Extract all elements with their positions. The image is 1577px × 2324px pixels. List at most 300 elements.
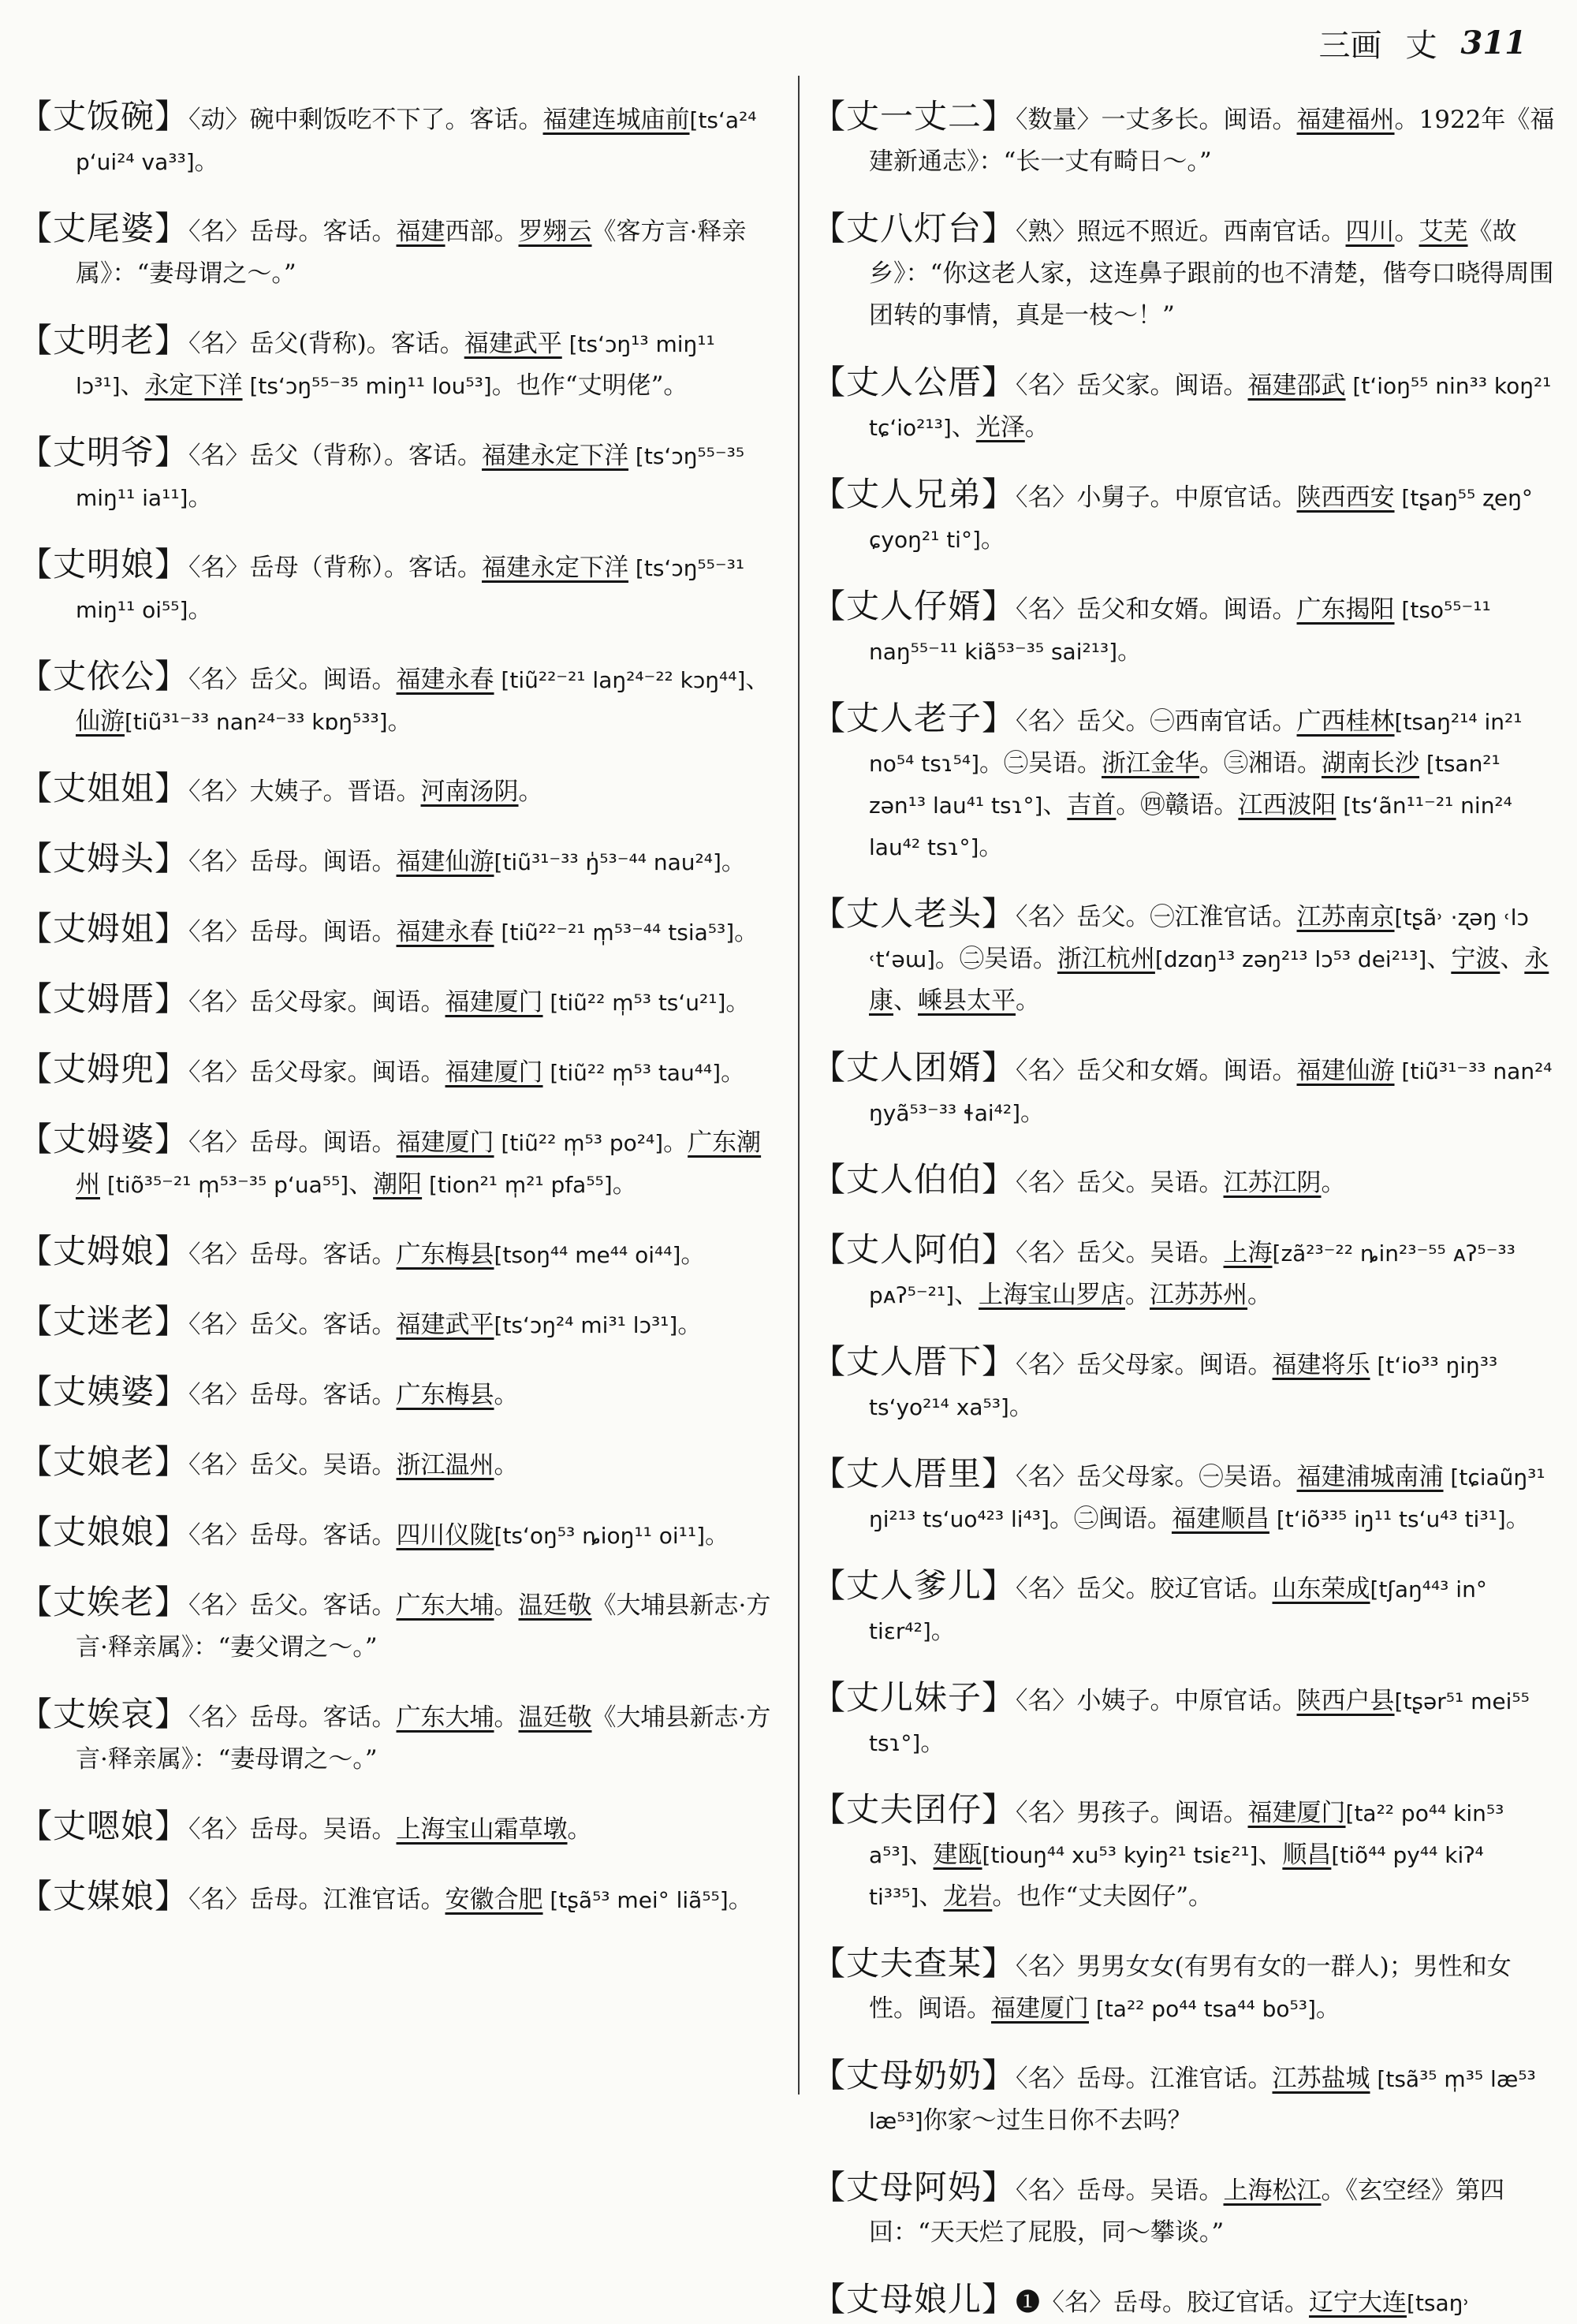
ipa-transcription: [tiouŋ⁴⁴ xu⁵³ kyiŋ²¹ tsiɛ²¹] bbox=[982, 1842, 1258, 1868]
entry-headword: 【丈姆姐】 bbox=[19, 909, 189, 948]
dictionary-entry bbox=[19, 1371, 782, 1416]
definition-text: 。 bbox=[920, 1729, 945, 1757]
definition-text: 西部。 bbox=[445, 218, 519, 246]
dictionary-entry bbox=[812, 2166, 1558, 2254]
ipa-transcription: [tiũ²² m̩⁵³ tau⁴⁴] bbox=[542, 1060, 721, 1086]
part-of-speech-label: 〈名〉 bbox=[188, 988, 250, 1017]
part-of-speech-label: 〈名〉 bbox=[188, 848, 250, 876]
definition-text: 。 bbox=[494, 1591, 519, 1620]
dictionary-entry bbox=[812, 473, 1558, 561]
part-of-speech-label: 〈名〉 bbox=[188, 918, 250, 946]
place-name: 福建厦门 bbox=[396, 1128, 494, 1157]
definition-text: 岳父。客话。 bbox=[249, 1591, 397, 1620]
definition-text: 岳父母家。㊀吴语。 bbox=[1076, 1463, 1297, 1491]
definition-text: 岳父母家。闽语。 bbox=[249, 988, 446, 1017]
definition-text: 。也作“丈夫囡仔”。 bbox=[992, 1882, 1214, 1911]
part-of-speech-label: 〈名〉 bbox=[1016, 371, 1077, 400]
definition-text: 。 bbox=[1020, 1099, 1046, 1127]
definition-text: 岳父和女婿。闽语。 bbox=[1076, 1057, 1297, 1085]
ipa-transcription: [tʂã˒ ·ʐəŋ ˓lɔ ˓tʻəɯ] bbox=[869, 905, 1529, 972]
definition-text: 。 bbox=[494, 1451, 519, 1479]
part-of-speech-label: 〈名〉 bbox=[188, 666, 250, 694]
part-of-speech-label: 〈名〉 bbox=[188, 442, 250, 470]
definition-text: 。 bbox=[1024, 413, 1049, 442]
place-name: 广东梅县 bbox=[396, 1381, 494, 1409]
ipa-transcription: [tsʻãn¹¹⁻²¹ nin²⁴ lau⁴² tsɿ°] bbox=[869, 793, 1512, 860]
entry-headword: 【丈人阿伯】 bbox=[812, 1230, 1016, 1269]
entry-headword: 【丈娭哀】 bbox=[19, 1695, 189, 1733]
ipa-transcription: [tʂər⁵¹ mei⁵⁵ tsɿ°] bbox=[869, 1688, 1530, 1756]
entry-headword: 【丈母阿妈】 bbox=[812, 2168, 1016, 2206]
place-name: 四川仪陇 bbox=[396, 1521, 494, 1550]
definition-text: 岳父。胶辽官话。 bbox=[1076, 1575, 1273, 1603]
dictionary-entry bbox=[19, 1805, 782, 1851]
definition-text: 岳母。客话。 bbox=[249, 1240, 397, 1269]
ipa-transcription: [tɕiaũŋ³¹ ŋi²¹³ tsʻuo⁴²³ li⁴³] bbox=[869, 1464, 1545, 1532]
definition-text: 。 bbox=[663, 1128, 688, 1157]
definition-text: 岳母。吴语。 bbox=[1076, 2177, 1224, 2205]
definition-text: 。㊁闽语。 bbox=[1049, 1505, 1172, 1533]
definition-text: 岳母。吴语。 bbox=[249, 1815, 397, 1844]
place-name: 福建仙游 bbox=[396, 848, 494, 876]
place-name: 福建永定下洋 bbox=[482, 554, 629, 582]
ipa-transcription: [tʻio³³ ŋiŋ³³ tsʻyo²¹⁴ xa⁵³] bbox=[869, 1352, 1498, 1420]
dictionary-entry bbox=[19, 1511, 782, 1557]
entry-headword: 【丈饭碗】 bbox=[19, 97, 189, 136]
part-of-speech-label: 〈名〉 bbox=[188, 1815, 250, 1844]
part-of-speech-label: 〈名〉 bbox=[1016, 1239, 1077, 1267]
part-of-speech-label: 〈名〉 bbox=[188, 778, 250, 806]
entry-headword: 【丈娘老】 bbox=[19, 1442, 189, 1481]
definition-text: 。 bbox=[1394, 218, 1419, 246]
place-name: 福建永定下洋 bbox=[482, 442, 629, 470]
place-name: 安徽合肥 bbox=[445, 1886, 543, 1914]
ipa-transcription: [dzɑŋ¹³ zəŋ²¹³ lɔ⁵³ dei²¹³] bbox=[1154, 946, 1427, 972]
definition-text: 、 bbox=[1258, 1841, 1283, 1869]
dictionary-entry bbox=[812, 1046, 1558, 1134]
place-name: 广东潮州 bbox=[76, 1128, 762, 1199]
place-name: 山东荣成 bbox=[1272, 1575, 1370, 1603]
dictionary-entry bbox=[812, 2054, 1558, 2142]
place-name: 福建厦门 bbox=[991, 1994, 1089, 2023]
dictionary-entry bbox=[19, 319, 782, 407]
part-of-speech-label: 〈名〉 bbox=[1016, 707, 1077, 736]
ipa-transcription: [ta²² po⁴⁴ kin⁵³ a⁵³] bbox=[869, 1800, 1504, 1868]
ipa-transcription: [tsaŋ²¹⁴ in²¹ no⁵⁴ tsɿ⁵⁴] bbox=[869, 709, 1523, 777]
place-name: 江西波阳 bbox=[1238, 791, 1337, 819]
place-name: 福建将乐 bbox=[1272, 1351, 1370, 1379]
definition-text: 岳父。客话。 bbox=[249, 1311, 397, 1339]
entry-headword: 【丈人老头】 bbox=[812, 894, 1016, 933]
part-of-speech-label: 〈名〉 bbox=[1016, 903, 1077, 931]
place-name: 浙江杭州 bbox=[1057, 945, 1155, 973]
definition-text: 你家～过生日你不去吗？ bbox=[923, 2106, 1192, 2135]
definition-text: 岳母（背称）。客话。 bbox=[249, 554, 483, 582]
definition-text: 岳父母家。闽语。 bbox=[1076, 1351, 1273, 1379]
entry-headword: 【丈姨婆】 bbox=[19, 1372, 189, 1411]
definition-text: 。 bbox=[721, 848, 746, 876]
definition-text: 。 bbox=[930, 1617, 956, 1645]
place-name: 福建 bbox=[396, 218, 446, 246]
definition-text: 。 bbox=[705, 1521, 730, 1550]
place-name: 福建连城庙前 bbox=[542, 106, 690, 134]
place-name: 浙江金华 bbox=[1102, 749, 1200, 778]
dictionary-entry bbox=[19, 1048, 782, 1094]
place-name: 潮阳 bbox=[373, 1170, 423, 1199]
part-of-speech-label: 〈名〉 bbox=[1016, 483, 1077, 512]
dictionary-entry bbox=[812, 1565, 1558, 1652]
part-of-speech-label: 〈名〉 bbox=[188, 1240, 250, 1269]
place-name: 仙游 bbox=[76, 707, 125, 736]
ipa-transcription: [tsʻɔŋ⁵⁵⁻³⁵ miŋ¹¹ lou⁵³] bbox=[242, 373, 492, 399]
place-name: 广东大埔 bbox=[396, 1591, 494, 1620]
entry-headword: 【丈人仔婿】 bbox=[812, 587, 1016, 625]
definition-text: 岳父。吴语。 bbox=[1076, 1239, 1224, 1267]
ipa-transcription: [tsʻa²⁴ pʻui²⁴ va³³] bbox=[76, 107, 757, 175]
part-of-speech-label: 〈名〉 bbox=[1016, 2065, 1077, 2093]
place-name: 建瓯 bbox=[933, 1841, 982, 1869]
entry-headword: 【丈人厝里】 bbox=[812, 1454, 1016, 1493]
place-name: 福建永春 bbox=[396, 666, 494, 694]
definition-text: 小姨子。中原官话。 bbox=[1076, 1687, 1297, 1715]
definition-text: 、 bbox=[120, 371, 145, 400]
ipa-transcription: [zã²³⁻²² ȵin²³⁻⁵⁵ ᴀʔ⁵⁻³³ pᴀʔ⁵⁻²¹] bbox=[869, 1240, 1515, 1308]
dictionary-entry bbox=[19, 207, 782, 295]
dictionary-entry bbox=[812, 1341, 1558, 1428]
part-of-speech-label: 〈名〉 bbox=[188, 1128, 250, 1157]
place-name: 陕西西安 bbox=[1296, 483, 1395, 512]
dictionary-entry bbox=[19, 1581, 782, 1669]
entry-headword: 【丈八灯台】 bbox=[812, 209, 1016, 248]
definition-text: 岳父家。闽语。 bbox=[1076, 371, 1248, 400]
definition-text: 《大埔县新志·方言·释亲属》：“妻母谓之～。” bbox=[76, 1703, 771, 1774]
entry-headword: 【丈姆头】 bbox=[19, 839, 189, 878]
part-of-speech-label: 〈名〉 bbox=[1040, 2289, 1114, 2317]
dictionary-entry bbox=[812, 1453, 1558, 1540]
ipa-transcription: [tiũ²²⁻²¹ laŋ²⁴⁻²² kɔŋ⁴⁴] bbox=[494, 667, 746, 693]
definition-text: 。 bbox=[728, 1886, 753, 1914]
entry-headword: 【丈明老】 bbox=[19, 321, 189, 360]
part-of-speech-label: 〈名〉 bbox=[1016, 1575, 1077, 1603]
entry-headword: 【丈姆婆】 bbox=[19, 1120, 189, 1158]
definition-text: 。1922年《福建新通志》：“长一丈有畸日～。” bbox=[869, 106, 1555, 176]
place-name: 福建仙游 bbox=[1296, 1057, 1395, 1085]
entry-headword: 【丈姆厝】 bbox=[19, 979, 189, 1018]
place-name: 广西桂林 bbox=[1296, 707, 1395, 736]
definition-text: 。 bbox=[1247, 1281, 1273, 1309]
definition-text: 。 bbox=[680, 1240, 706, 1269]
definition-text: 。 bbox=[1117, 637, 1143, 666]
ipa-transcription: [tʻioŋ⁵⁵ nin³³ koŋ²¹ tɕʻio²¹³] bbox=[869, 373, 1552, 441]
ipa-transcription: [tiũ²² m̩⁵³ tsʻu²¹] bbox=[542, 990, 726, 1016]
definition-text: 。㊂湘语。 bbox=[1199, 749, 1322, 778]
part-of-speech-label: 〈名〉 bbox=[188, 1886, 250, 1914]
place-name: 福建厦门 bbox=[1247, 1799, 1346, 1827]
place-name: 河南汤阴 bbox=[420, 778, 519, 806]
place-name: 辽宁大连 bbox=[1309, 2289, 1407, 2317]
definition-text: 、 bbox=[908, 1841, 934, 1869]
definition-text: 岳母。客话。 bbox=[249, 218, 397, 246]
definition-text: 岳母。客话。 bbox=[249, 1381, 397, 1409]
ipa-transcription: [tion²¹ m̩²¹ pfa⁵⁵] bbox=[422, 1172, 613, 1198]
entry-headword: 【丈人爹儿】 bbox=[812, 1566, 1016, 1605]
entry-headword: 【丈嗯娘】 bbox=[19, 1807, 189, 1845]
place-name: 福建顺昌 bbox=[1171, 1505, 1269, 1533]
ipa-transcription: [tiõ³⁵⁻²¹ m̩⁵³⁻³⁵ pʻua⁵⁵] bbox=[100, 1172, 349, 1198]
definition-text: 。 bbox=[1008, 1393, 1034, 1421]
place-name: 广东梅县 bbox=[396, 1240, 494, 1269]
entry-headword: 【丈尾婆】 bbox=[19, 209, 189, 248]
definition-text: 。 bbox=[518, 778, 543, 806]
column-divider bbox=[798, 76, 800, 2095]
entry-headword: 【丈夫囝仔】 bbox=[812, 1790, 1016, 1829]
dictionary-entry bbox=[812, 1677, 1558, 1764]
definition-text: 。 bbox=[734, 918, 759, 946]
dictionary-entry bbox=[19, 431, 782, 519]
definition-text: 岳父和女婿。闽语。 bbox=[1076, 595, 1297, 624]
part-of-speech-label: 〈名〉 bbox=[1016, 1057, 1077, 1085]
definition-text: 《大埔县新志·方言·释亲属》：“妻父谓之～。” bbox=[76, 1591, 771, 1662]
dictionary-entry bbox=[812, 1789, 1558, 1918]
definition-text: 岳母。江淮官话。 bbox=[249, 1886, 446, 1914]
definition-text: 。 bbox=[980, 525, 1005, 554]
place-name: 艾芜 bbox=[1419, 218, 1468, 246]
part-of-speech-label: 〈动〉 bbox=[188, 106, 250, 134]
entry-headword: 【丈依公】 bbox=[19, 657, 189, 696]
running-head bbox=[1319, 19, 1527, 66]
ipa-transcription: [tiõ⁴⁴ py⁴⁴ kiʔ⁴ ti³³⁵] bbox=[869, 1842, 1484, 1910]
dictionary-entry bbox=[19, 543, 782, 631]
ipa-transcription: [tʂaŋ⁵⁵ ʐeŋ° ɕyoŋ²¹ ti°] bbox=[869, 485, 1533, 553]
definition-text: 岳母。闽语。 bbox=[249, 1128, 397, 1157]
part-of-speech-label: 〈名〉 bbox=[188, 1591, 250, 1620]
ipa-transcription: [tiũ³¹⁻³³ nan²⁴ ŋyã⁵³⁻³³ ɬai⁴²] bbox=[869, 1058, 1553, 1126]
ipa-transcription: [tsaŋ˒ bbox=[1407, 2290, 1471, 2316]
entry-headword: 【丈媒娘】 bbox=[19, 1877, 189, 1916]
part-of-speech-label: 〈名〉 bbox=[188, 1521, 250, 1550]
ipa-transcription: [tʻiõ³³⁵ iŋ¹¹ tsʻu⁴³ ti³¹] bbox=[1269, 1506, 1506, 1532]
place-name: 温廷敬 bbox=[518, 1591, 592, 1620]
place-name: 福建福州 bbox=[1296, 106, 1395, 134]
definition-text: 。 bbox=[1125, 1281, 1150, 1309]
place-name: 福建厦门 bbox=[445, 1058, 543, 1087]
definition-text: 、 bbox=[1500, 945, 1525, 973]
dictionary-entry bbox=[19, 1300, 782, 1346]
definition-text: 《故乡》：“你这老人家，这连鼻子跟前的也不清楚，偕夸口晓得周围团转的事情，真是一枝～！” bbox=[869, 218, 1554, 330]
definition-text: 男男女女(有男有女的一群人)；男性和女性。闽语。 bbox=[869, 1953, 1512, 2023]
definition-text: 。 bbox=[1321, 1169, 1346, 1197]
ipa-transcription: [tsʻɔŋ¹³ miŋ¹¹ lɔ³¹] bbox=[76, 331, 715, 399]
definition-text: 岳父。吴语。 bbox=[1076, 1169, 1224, 1197]
place-name: 光泽 bbox=[975, 413, 1025, 442]
place-name: 嵊县太平 bbox=[918, 987, 1016, 1015]
definition-text: 。 bbox=[677, 1311, 703, 1339]
ipa-transcription: [tsʻɔŋ²⁴ mi³¹ lɔ³¹] bbox=[494, 1312, 678, 1338]
entry-headword: 【丈姆兜】 bbox=[19, 1050, 189, 1088]
ipa-transcription: [tsã³⁵ m̩³⁵ læ⁵³ læ⁵³] bbox=[869, 2066, 1536, 2134]
place-name: 陕西户县 bbox=[1296, 1687, 1395, 1715]
dictionary-entry bbox=[19, 1441, 782, 1487]
part-of-speech-label: 〈名〉 bbox=[188, 1703, 250, 1732]
right-column bbox=[812, 71, 1558, 2318]
dictionary-entry bbox=[19, 908, 782, 953]
dictionary-entry bbox=[19, 978, 782, 1024]
definition-text: 岳母。闽语。 bbox=[249, 848, 397, 876]
definition-text: 、 bbox=[349, 1170, 374, 1199]
definition-text: 、 bbox=[745, 666, 770, 694]
entry-headword: 【丈人兄弟】 bbox=[812, 475, 1016, 513]
entry-headword: 【丈儿妹子】 bbox=[812, 1678, 1016, 1717]
place-name: 福建厦门 bbox=[445, 988, 543, 1017]
definition-text: 照远不照近。西南官话。 bbox=[1076, 218, 1346, 246]
place-name: 顺昌 bbox=[1282, 1841, 1332, 1869]
place-name: 永康 bbox=[869, 945, 1549, 1015]
dictionary-entry bbox=[812, 361, 1558, 449]
entry-headword: 【丈明爷】 bbox=[19, 433, 189, 472]
definition-text: 。 bbox=[494, 1703, 519, 1732]
ipa-transcription: [tsʻɔŋ⁵⁵⁻³¹ miŋ¹¹ oi⁵⁵] bbox=[76, 555, 745, 623]
definition-text: 岳父。吴语。 bbox=[249, 1451, 397, 1479]
ipa-transcription: [tiũ²² m̩⁵³ po²⁴] bbox=[494, 1130, 664, 1156]
definition-text: 。 bbox=[612, 1170, 637, 1199]
ipa-transcription: [tʂã⁵³ mei° liã⁵⁵] bbox=[542, 1887, 729, 1913]
definition-text: 大姨子。晋语。 bbox=[249, 778, 421, 806]
entry-headword: 【丈夫查某】 bbox=[812, 1944, 1016, 1983]
place-name: 福建浦城南浦 bbox=[1296, 1463, 1444, 1491]
definition-text: 、 bbox=[919, 1882, 944, 1911]
definition-text: 。 bbox=[567, 1815, 592, 1844]
ipa-transcription: [tiũ³¹⁻³³ ŋ̍⁵³⁻⁴⁴ nau²⁴] bbox=[494, 849, 721, 875]
entry-headword: 【丈母娘儿】 bbox=[812, 2280, 1016, 2318]
place-name: 广东大埔 bbox=[396, 1703, 494, 1732]
place-name: 福建武平 bbox=[396, 1311, 494, 1339]
definition-text: 。 bbox=[725, 988, 751, 1017]
definition-text: 岳母。胶辽官话。 bbox=[1113, 2289, 1310, 2317]
entry-headword: 【丈姐姐】 bbox=[19, 769, 189, 808]
dictionary-entry bbox=[812, 1229, 1558, 1316]
definition-text: 。 bbox=[1016, 987, 1040, 1015]
definition-text: 。 bbox=[1505, 1505, 1530, 1533]
part-of-speech-label: 〈数量〉 bbox=[1016, 106, 1102, 134]
definition-text: 碗中剩饭吃不下了。客话。 bbox=[249, 106, 543, 134]
definition-text: 岳父（背称）。客话。 bbox=[249, 442, 483, 470]
place-name: 永定下洋 bbox=[144, 371, 243, 400]
ipa-transcription: [tsoŋ⁴⁴ me⁴⁴ oi⁴⁴] bbox=[494, 1242, 681, 1268]
definition-text: 小舅子。中原官话。 bbox=[1076, 483, 1297, 512]
place-name: 罗翙云 bbox=[518, 218, 592, 246]
definition-text: 岳母。客话。 bbox=[249, 1521, 397, 1550]
dictionary-entry bbox=[19, 1693, 782, 1781]
definition-text: 岳母。客话。 bbox=[249, 1703, 397, 1732]
part-of-speech-label: 〈名〉 bbox=[188, 1381, 250, 1409]
definition-text: 。 bbox=[979, 833, 1004, 861]
definition-text: 、 bbox=[893, 987, 918, 1015]
part-of-speech-label: 〈名〉 bbox=[1016, 1351, 1077, 1379]
definition-text: 。 bbox=[387, 707, 412, 736]
definition-text: 。㊁吴语。 bbox=[934, 945, 1057, 973]
definition-text: 岳母。江淮官话。 bbox=[1076, 2065, 1273, 2093]
definition-text: 岳母。闽语。 bbox=[249, 918, 397, 946]
entry-headword: 【丈娘娘】 bbox=[19, 1513, 189, 1551]
definition-text: 、 bbox=[1042, 791, 1068, 819]
definition-text: 岳父。闽语。 bbox=[249, 666, 397, 694]
entry-headword: 【丈人公厝】 bbox=[812, 363, 1016, 401]
page-number: 311 bbox=[1460, 24, 1527, 62]
part-of-speech-label: 〈名〉 bbox=[1016, 1953, 1077, 1981]
entry-headword: 【丈明娘】 bbox=[19, 545, 189, 584]
running-head-section: 三画 bbox=[1318, 27, 1382, 64]
definition-text: 、 bbox=[951, 413, 976, 442]
entry-headword: 【丈一丈二】 bbox=[812, 97, 1016, 136]
definition-text: 男孩子。闽语。 bbox=[1076, 1799, 1248, 1827]
entry-headword: 【丈人老子】 bbox=[812, 699, 1016, 737]
entry-headword: 【丈人厝下】 bbox=[812, 1342, 1016, 1381]
dictionary-entry bbox=[812, 697, 1558, 868]
definition-text: 、 bbox=[1426, 945, 1452, 973]
definition-text: 。 bbox=[494, 1381, 519, 1409]
definition-text: 一丈多长。闽语。 bbox=[1101, 106, 1297, 134]
definition-text: 《客方言·释亲属》：“妻母谓之～。” bbox=[76, 218, 747, 288]
place-name: 福建武平 bbox=[464, 330, 562, 358]
ipa-transcription: [tsʻoŋ⁵³ ȵioŋ¹¹ oi¹¹] bbox=[494, 1523, 706, 1549]
part-of-speech-label: 〈名〉 bbox=[188, 554, 250, 582]
ipa-transcription: [tsʻɔŋ⁵⁵⁻³⁵ miŋ¹¹ ia¹¹] bbox=[76, 443, 745, 511]
dictionary-entry bbox=[812, 95, 1558, 183]
running-head-char: 丈 bbox=[1405, 27, 1437, 64]
entry-headword: 【丈人伯伯】 bbox=[812, 1160, 1016, 1199]
part-of-speech-label: 〈名〉 bbox=[188, 1311, 250, 1339]
dictionary-entry bbox=[812, 1158, 1558, 1204]
dictionary-entry bbox=[19, 837, 782, 883]
place-name: 龙岩 bbox=[943, 1882, 993, 1911]
ipa-transcription: [tso⁵⁵⁻¹¹ naŋ⁵⁵⁻¹¹ kiã⁵³⁻³⁵ sai²¹³] bbox=[869, 597, 1491, 665]
dictionary-entry bbox=[19, 655, 782, 743]
place-name: 江苏苏州 bbox=[1150, 1281, 1248, 1309]
dictionary-entry bbox=[812, 2278, 1558, 2324]
dictionary-entry bbox=[812, 207, 1558, 337]
place-name: 福建邵武 bbox=[1247, 371, 1346, 400]
place-name: 江苏南京 bbox=[1296, 903, 1395, 931]
definition-text: 岳父母家。闽语。 bbox=[249, 1058, 446, 1087]
ipa-transcription: [tsan²¹ zən¹³ lau⁴¹ tsɿ°] bbox=[869, 751, 1501, 819]
definition-text: 。 bbox=[721, 1058, 746, 1087]
part-of-speech-label: 〈熟〉 bbox=[1016, 218, 1077, 246]
ipa-transcription: [ta²² po⁴⁴ tsa⁴⁴ bo⁵³] bbox=[1089, 1996, 1316, 2022]
dictionary-entry bbox=[19, 95, 782, 183]
place-name: 江苏江阴 bbox=[1223, 1169, 1322, 1197]
entry-headword: 【丈人团婿】 bbox=[812, 1048, 1016, 1087]
part-of-speech-label: 〈名〉 bbox=[1016, 1463, 1077, 1491]
part-of-speech-label: 〈名〉 bbox=[188, 218, 250, 246]
place-name: 江苏盐城 bbox=[1272, 2065, 1370, 2093]
part-of-speech-label: 〈名〉 bbox=[1016, 1799, 1077, 1827]
part-of-speech-label: 〈名〉 bbox=[188, 1058, 250, 1087]
dictionary-entry bbox=[812, 1942, 1558, 2030]
dictionary-entry bbox=[812, 585, 1558, 673]
place-name: 宁波 bbox=[1451, 945, 1501, 973]
definition-text: 。 bbox=[1315, 1994, 1340, 2023]
definition-text: 岳父(背称)。客话。 bbox=[249, 330, 464, 358]
place-name: 上海 bbox=[1223, 1239, 1273, 1267]
place-name: 广东揭阳 bbox=[1296, 595, 1395, 624]
definition-text: ❶ bbox=[1016, 2289, 1041, 2317]
definition-text: 、 bbox=[954, 1281, 979, 1309]
part-of-speech-label: 〈名〉 bbox=[188, 1451, 250, 1479]
ipa-transcription: [tʃaŋ⁴⁴³ in° tiɛr⁴²] bbox=[869, 1576, 1487, 1644]
definition-text: 。㊁吴语。 bbox=[979, 749, 1102, 778]
part-of-speech-label: 〈名〉 bbox=[1016, 2177, 1077, 2205]
part-of-speech-label: 〈名〉 bbox=[188, 330, 250, 358]
